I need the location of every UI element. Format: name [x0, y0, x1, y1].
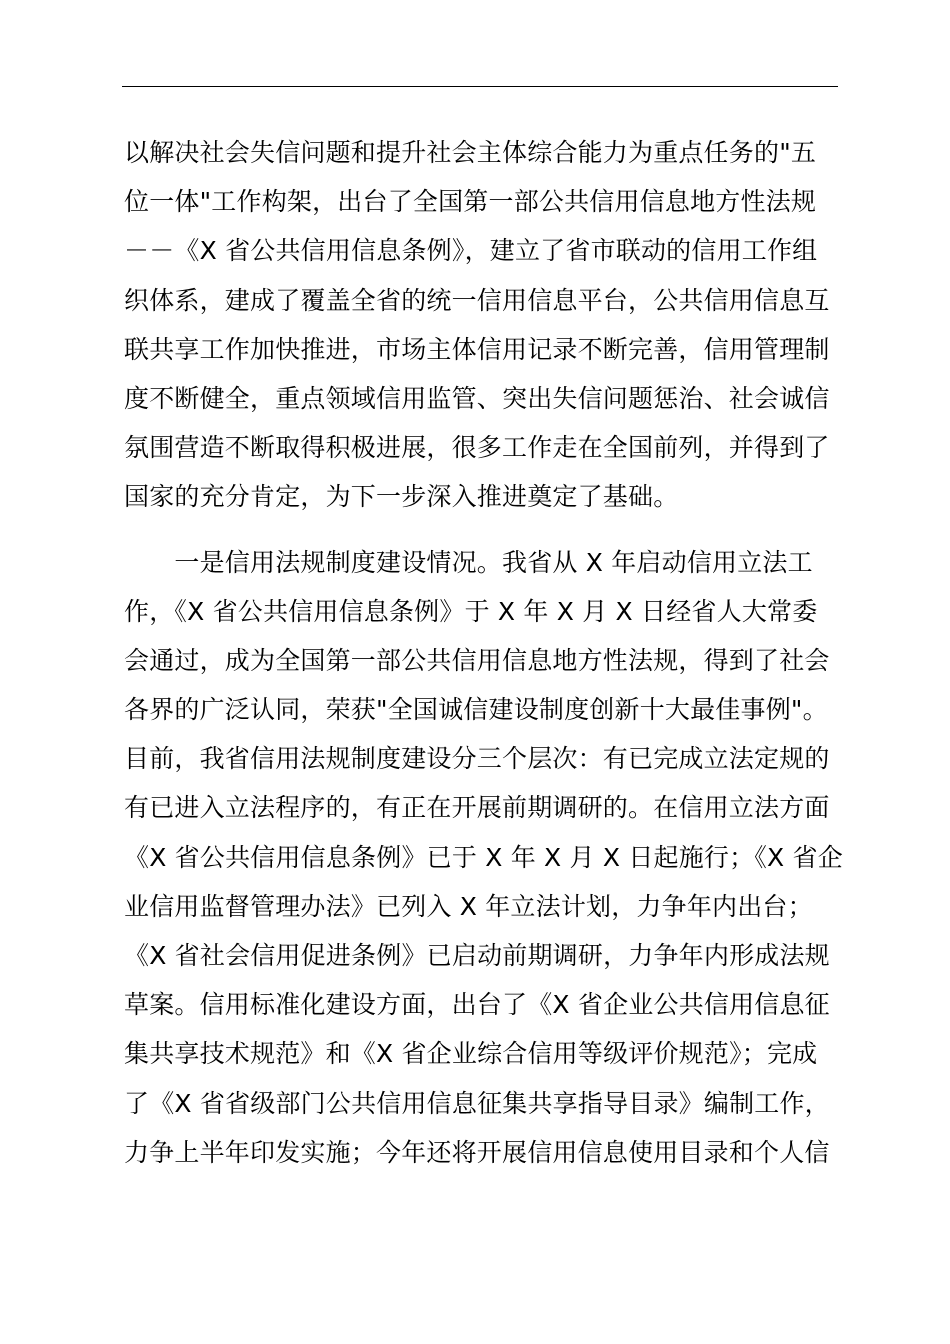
text-line: 度不断健全，重点领域信用监管、突出失信问题惩治、社会诚信	[124, 383, 830, 413]
text-line: 集共享技术规范》和《X 省企业综合信用等级评价规范》；完成	[124, 1039, 818, 1069]
text-line: 一是信用法规制度建设情况。我省从 X 年启动信用立法工	[124, 547, 813, 577]
paragraph-1	[124, 128, 840, 522]
text-line: 各界的广泛认同，荣获"全国诚信建设制度创新十大最佳事例"。	[124, 695, 828, 725]
text-line: 了《X 省省级部门公共信用信息征集共享指导目录》编制工作，	[124, 1088, 830, 1118]
text-line: 有已进入立法程序的，有正在开展前期调研的。在信用立法方面	[124, 793, 830, 823]
text-line: －－《X 省公共信用信息条例》，建立了省市联动的信用工作组	[124, 236, 818, 266]
text-line: 以解决社会失信问题和提升社会主体综合能力为重点任务的"五	[124, 138, 817, 167]
text-line: 草案。信用标准化建设方面，出台了《X 省企业公共信用信息征	[124, 990, 830, 1020]
text-line: 力争上半年印发实施；今年还将开展信用信息使用目录和个人信	[124, 1137, 830, 1167]
document-body	[124, 128, 843, 1177]
text-line: 联共享工作加快推进，市场主体信用记录不断完善，信用管理制	[124, 334, 830, 364]
text-line: 目前，我省信用法规制度建设分三个层次：有已完成立法定规的	[124, 744, 830, 774]
paragraph-2	[124, 538, 843, 1177]
text-line: 业信用监督管理办法》已列入 X 年立法计划，力争年内出台；	[124, 891, 813, 921]
text-line: 织体系，建成了覆盖全省的统一信用信息平台，公共信用信息互	[124, 285, 830, 315]
text-line: 《X 省公共信用信息条例》已于 X 年 X 月 X 日起施行；《X 省企	[124, 842, 843, 872]
text-line: 国家的充分肯定，为下一步深入推进奠定了基础。	[124, 482, 679, 512]
header-rule	[122, 86, 838, 87]
text-line: 作，《X 省公共信用信息条例》于 X 年 X 月 X 日经省人大常委	[124, 596, 818, 626]
text-line: 氛围营造不断取得积极进展，很多工作走在全国前列，并得到了	[124, 433, 830, 463]
text-line: 会通过，成为全国第一部公共信用信息地方性法规，得到了社会	[124, 645, 830, 675]
text-line: 位一体"工作构架，出台了全国第一部公共信用信息地方性法规	[124, 187, 817, 217]
text-line: 《X 省社会信用促进条例》已启动前期调研，力争年内形成法规	[124, 941, 830, 970]
